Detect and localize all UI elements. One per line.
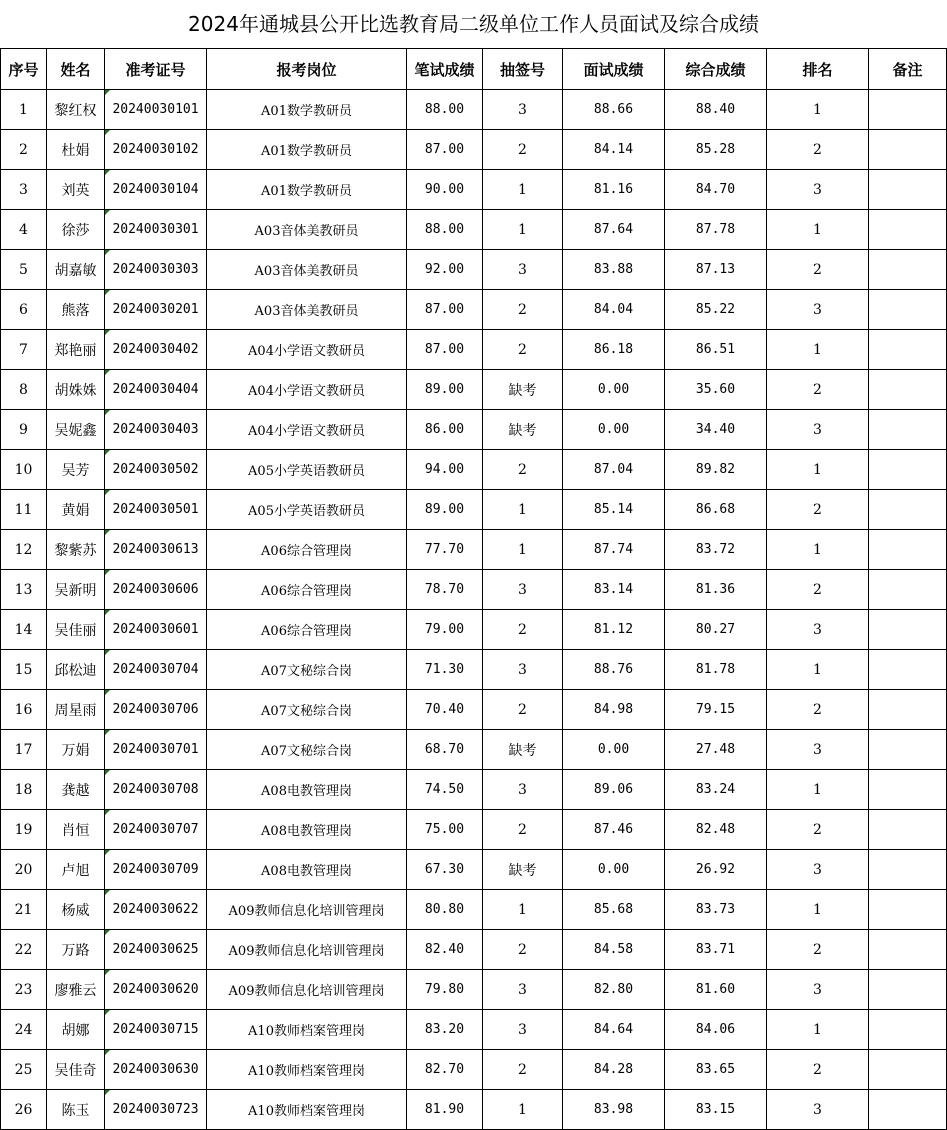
cell-rank: 1 [767, 650, 869, 690]
cell-seq: 4 [1, 210, 47, 250]
header-written-score: 笔试成绩 [407, 49, 483, 90]
cell-draw-number: 3 [483, 90, 563, 130]
cell-remarks [869, 490, 947, 530]
cell-rank: 3 [767, 290, 869, 330]
cell-exam-id: 20240030303 [105, 250, 207, 290]
cell-position: A06综合管理岗 [207, 610, 407, 650]
cell-total-score: 26.92 [665, 850, 767, 890]
cell-interview-score: 0.00 [563, 410, 665, 450]
table-row [1, 170, 947, 210]
table-row [1, 570, 947, 610]
cell-rank: 1 [767, 1010, 869, 1050]
table-row [1, 90, 947, 130]
cell-draw-number: 3 [483, 650, 563, 690]
table-row [1, 650, 947, 690]
cell-rank: 1 [767, 450, 869, 490]
cell-seq: 20 [1, 850, 47, 890]
cell-interview-score: 0.00 [563, 730, 665, 770]
cell-total-score: 83.24 [665, 770, 767, 810]
header-interview-score: 面试成绩 [563, 49, 665, 90]
cell-draw-number: 2 [483, 290, 563, 330]
cell-written-score: 77.70 [407, 530, 483, 570]
cell-rank: 3 [767, 410, 869, 450]
cell-name: 胡嘉敏 [47, 250, 105, 290]
cell-rank: 3 [767, 970, 869, 1010]
cell-position: A10教师档案管理岗 [207, 1090, 407, 1130]
cell-position: A05小学英语教研员 [207, 490, 407, 530]
table-row [1, 850, 947, 890]
cell-name: 刘英 [47, 170, 105, 210]
cell-name: 吴妮鑫 [47, 410, 105, 450]
cell-written-score: 90.00 [407, 170, 483, 210]
cell-exam-id: 20240030601 [105, 610, 207, 650]
cell-name: 龚越 [47, 770, 105, 810]
cell-draw-number: 2 [483, 810, 563, 850]
cell-remarks [869, 810, 947, 850]
cell-seq: 15 [1, 650, 47, 690]
cell-written-score: 89.00 [407, 490, 483, 530]
cell-position: A09教师信息化培训管理岗 [207, 930, 407, 970]
cell-total-score: 85.22 [665, 290, 767, 330]
table-row [1, 610, 947, 650]
cell-rank: 3 [767, 170, 869, 210]
cell-remarks [869, 690, 947, 730]
cell-rank: 2 [767, 1050, 869, 1090]
cell-draw-number: 2 [483, 690, 563, 730]
cell-total-score: 83.71 [665, 930, 767, 970]
cell-interview-score: 89.06 [563, 770, 665, 810]
cell-exam-id: 20240030708 [105, 770, 207, 810]
cell-seq: 12 [1, 530, 47, 570]
cell-position: A06综合管理岗 [207, 570, 407, 610]
cell-remarks [869, 250, 947, 290]
header-exam-id: 准考证号 [105, 49, 207, 90]
cell-seq: 19 [1, 810, 47, 850]
cell-total-score: 84.70 [665, 170, 767, 210]
cell-remarks [869, 170, 947, 210]
cell-exam-id: 20240030706 [105, 690, 207, 730]
cell-remarks [869, 410, 947, 450]
cell-name: 周星雨 [47, 690, 105, 730]
cell-remarks [869, 770, 947, 810]
cell-interview-score: 84.14 [563, 130, 665, 170]
cell-interview-score: 84.04 [563, 290, 665, 330]
cell-written-score: 81.90 [407, 1090, 483, 1130]
cell-exam-id: 20240030704 [105, 650, 207, 690]
cell-remarks [869, 530, 947, 570]
cell-position: A08电教管理岗 [207, 770, 407, 810]
cell-exam-id: 20240030630 [105, 1050, 207, 1090]
cell-position: A01数学教研员 [207, 90, 407, 130]
cell-exam-id: 20240030402 [105, 330, 207, 370]
cell-total-score: 86.68 [665, 490, 767, 530]
cell-name: 肖恒 [47, 810, 105, 850]
cell-total-score: 81.36 [665, 570, 767, 610]
cell-name: 胡娜 [47, 1010, 105, 1050]
cell-remarks [869, 930, 947, 970]
table-row [1, 490, 947, 530]
cell-interview-score: 85.14 [563, 490, 665, 530]
cell-position: A07文秘综合岗 [207, 730, 407, 770]
cell-remarks [869, 1090, 947, 1130]
cell-total-score: 83.65 [665, 1050, 767, 1090]
cell-seq: 10 [1, 450, 47, 490]
cell-draw-number: 2 [483, 1050, 563, 1090]
cell-written-score: 92.00 [407, 250, 483, 290]
cell-draw-number: 1 [483, 170, 563, 210]
cell-remarks [869, 290, 947, 330]
cell-draw-number: 1 [483, 890, 563, 930]
cell-rank: 2 [767, 370, 869, 410]
cell-rank: 3 [767, 610, 869, 650]
cell-exam-id: 20240030622 [105, 890, 207, 930]
cell-interview-score: 82.80 [563, 970, 665, 1010]
cell-written-score: 89.00 [407, 370, 483, 410]
cell-remarks [869, 90, 947, 130]
cell-draw-number: 2 [483, 130, 563, 170]
cell-total-score: 83.72 [665, 530, 767, 570]
cell-exam-id: 20240030102 [105, 130, 207, 170]
cell-exam-id: 20240030403 [105, 410, 207, 450]
cell-written-score: 83.20 [407, 1010, 483, 1050]
cell-written-score: 87.00 [407, 290, 483, 330]
cell-position: A09教师信息化培训管理岗 [207, 970, 407, 1010]
cell-seq: 8 [1, 370, 47, 410]
cell-draw-number: 缺考 [483, 370, 563, 410]
cell-name: 胡姝姝 [47, 370, 105, 410]
header-total-score: 综合成绩 [665, 49, 767, 90]
cell-seq: 26 [1, 1090, 47, 1130]
cell-total-score: 83.73 [665, 890, 767, 930]
cell-interview-score: 87.64 [563, 210, 665, 250]
cell-name: 杜娟 [47, 130, 105, 170]
cell-total-score: 81.60 [665, 970, 767, 1010]
cell-interview-score: 84.64 [563, 1010, 665, 1050]
header-draw-number: 抽签号 [483, 49, 563, 90]
cell-interview-score: 85.68 [563, 890, 665, 930]
cell-seq: 22 [1, 930, 47, 970]
cell-interview-score: 87.46 [563, 810, 665, 850]
cell-remarks [869, 890, 947, 930]
cell-rank: 1 [767, 890, 869, 930]
table-row [1, 810, 947, 850]
cell-interview-score: 0.00 [563, 370, 665, 410]
cell-interview-score: 0.00 [563, 850, 665, 890]
cell-position: A07文秘综合岗 [207, 690, 407, 730]
header-position: 报考岗位 [207, 49, 407, 90]
cell-position: A06综合管理岗 [207, 530, 407, 570]
cell-remarks [869, 1010, 947, 1050]
table-row [1, 330, 947, 370]
cell-position: A10教师档案管理岗 [207, 1050, 407, 1090]
cell-written-score: 88.00 [407, 210, 483, 250]
cell-interview-score: 81.16 [563, 170, 665, 210]
cell-seq: 11 [1, 490, 47, 530]
cell-seq: 23 [1, 970, 47, 1010]
cell-total-score: 89.82 [665, 450, 767, 490]
table-row [1, 130, 947, 170]
cell-position: A04小学语文教研员 [207, 330, 407, 370]
cell-total-score: 80.27 [665, 610, 767, 650]
cell-seq: 1 [1, 90, 47, 130]
table-row [1, 250, 947, 290]
cell-draw-number: 缺考 [483, 410, 563, 450]
cell-interview-score: 81.12 [563, 610, 665, 650]
cell-draw-number: 1 [483, 1090, 563, 1130]
cell-name: 吴佳丽 [47, 610, 105, 650]
cell-remarks [869, 570, 947, 610]
cell-remarks [869, 130, 947, 170]
header-row [1, 49, 947, 90]
cell-total-score: 85.28 [665, 130, 767, 170]
cell-seq: 13 [1, 570, 47, 610]
cell-seq: 24 [1, 1010, 47, 1050]
cell-remarks [869, 850, 947, 890]
cell-name: 黎紫苏 [47, 530, 105, 570]
cell-total-score: 82.48 [665, 810, 767, 850]
cell-seq: 25 [1, 1050, 47, 1090]
cell-seq: 21 [1, 890, 47, 930]
header-rank: 排名 [767, 49, 869, 90]
cell-rank: 1 [767, 90, 869, 130]
cell-written-score: 87.00 [407, 130, 483, 170]
cell-exam-id: 20240030606 [105, 570, 207, 610]
cell-rank: 3 [767, 730, 869, 770]
cell-position: A09教师信息化培训管理岗 [207, 890, 407, 930]
cell-name: 万路 [47, 930, 105, 970]
cell-total-score: 34.40 [665, 410, 767, 450]
cell-rank: 1 [767, 210, 869, 250]
cell-written-score: 88.00 [407, 90, 483, 130]
cell-written-score: 87.00 [407, 330, 483, 370]
cell-position: A03音体美教研员 [207, 250, 407, 290]
cell-exam-id: 20240030502 [105, 450, 207, 490]
cell-written-score: 70.40 [407, 690, 483, 730]
cell-name: 黄娟 [47, 490, 105, 530]
cell-rank: 2 [767, 930, 869, 970]
cell-exam-id: 20240030104 [105, 170, 207, 210]
cell-remarks [869, 370, 947, 410]
cell-written-score: 67.30 [407, 850, 483, 890]
cell-draw-number: 3 [483, 770, 563, 810]
cell-position: A04小学语文教研员 [207, 370, 407, 410]
cell-name: 万娟 [47, 730, 105, 770]
cell-name: 陈玉 [47, 1090, 105, 1130]
cell-seq: 7 [1, 330, 47, 370]
cell-interview-score: 84.28 [563, 1050, 665, 1090]
cell-draw-number: 2 [483, 930, 563, 970]
cell-interview-score: 87.74 [563, 530, 665, 570]
cell-written-score: 79.00 [407, 610, 483, 650]
table-row [1, 770, 947, 810]
cell-exam-id: 20240030715 [105, 1010, 207, 1050]
cell-interview-score: 83.14 [563, 570, 665, 610]
cell-written-score: 68.70 [407, 730, 483, 770]
cell-exam-id: 20240030701 [105, 730, 207, 770]
cell-written-score: 74.50 [407, 770, 483, 810]
table-row [1, 530, 947, 570]
cell-position: A05小学英语教研员 [207, 450, 407, 490]
cell-position: A10教师档案管理岗 [207, 1010, 407, 1050]
cell-draw-number: 3 [483, 970, 563, 1010]
cell-seq: 3 [1, 170, 47, 210]
table-row [1, 1050, 947, 1090]
cell-rank: 2 [767, 570, 869, 610]
cell-written-score: 80.80 [407, 890, 483, 930]
table-row [1, 370, 947, 410]
cell-total-score: 87.13 [665, 250, 767, 290]
cell-exam-id: 20240030613 [105, 530, 207, 570]
cell-rank: 1 [767, 530, 869, 570]
header-remarks: 备注 [869, 49, 947, 90]
cell-rank: 2 [767, 130, 869, 170]
cell-written-score: 82.40 [407, 930, 483, 970]
cell-position: A07文秘综合岗 [207, 650, 407, 690]
cell-remarks [869, 730, 947, 770]
cell-position: A08电教管理岗 [207, 810, 407, 850]
cell-total-score: 81.78 [665, 650, 767, 690]
cell-exam-id: 20240030501 [105, 490, 207, 530]
cell-seq: 17 [1, 730, 47, 770]
cell-rank: 1 [767, 770, 869, 810]
cell-written-score: 94.00 [407, 450, 483, 490]
header-name: 姓名 [47, 49, 105, 90]
cell-rank: 3 [767, 1090, 869, 1130]
cell-interview-score: 84.58 [563, 930, 665, 970]
cell-total-score: 79.15 [665, 690, 767, 730]
cell-name: 廖雅云 [47, 970, 105, 1010]
cell-total-score: 84.06 [665, 1010, 767, 1050]
cell-draw-number: 1 [483, 490, 563, 530]
cell-exam-id: 20240030620 [105, 970, 207, 1010]
cell-remarks [869, 970, 947, 1010]
cell-name: 吴新明 [47, 570, 105, 610]
cell-interview-score: 83.88 [563, 250, 665, 290]
table-row [1, 210, 947, 250]
cell-rank: 2 [767, 810, 869, 850]
cell-exam-id: 20240030723 [105, 1090, 207, 1130]
cell-remarks [869, 1050, 947, 1090]
cell-draw-number: 3 [483, 570, 563, 610]
cell-exam-id: 20240030404 [105, 370, 207, 410]
cell-total-score: 87.78 [665, 210, 767, 250]
cell-remarks [869, 610, 947, 650]
cell-interview-score: 84.98 [563, 690, 665, 730]
cell-written-score: 82.70 [407, 1050, 483, 1090]
cell-position: A08电教管理岗 [207, 850, 407, 890]
cell-interview-score: 83.98 [563, 1090, 665, 1130]
cell-name: 黎红权 [47, 90, 105, 130]
cell-total-score: 88.40 [665, 90, 767, 130]
score-table [0, 48, 947, 1130]
cell-total-score: 86.51 [665, 330, 767, 370]
cell-draw-number: 1 [483, 530, 563, 570]
cell-name: 杨威 [47, 890, 105, 930]
table-row [1, 970, 947, 1010]
table-row [1, 1010, 947, 1050]
cell-rank: 3 [767, 850, 869, 890]
cell-name: 吴芳 [47, 450, 105, 490]
cell-rank: 2 [767, 690, 869, 730]
cell-seq: 6 [1, 290, 47, 330]
table-row [1, 930, 947, 970]
cell-written-score: 79.80 [407, 970, 483, 1010]
cell-remarks [869, 450, 947, 490]
cell-name: 邱松迪 [47, 650, 105, 690]
table-row [1, 290, 947, 330]
cell-total-score: 35.60 [665, 370, 767, 410]
cell-interview-score: 87.04 [563, 450, 665, 490]
cell-seq: 2 [1, 130, 47, 170]
cell-seq: 5 [1, 250, 47, 290]
cell-name: 熊落 [47, 290, 105, 330]
cell-draw-number: 缺考 [483, 850, 563, 890]
page-title: 2024年通城县公开比选教育局二级单位工作人员面试及综合成绩 [188, 12, 759, 36]
cell-exam-id: 20240030707 [105, 810, 207, 850]
cell-total-score: 83.15 [665, 1090, 767, 1130]
cell-exam-id: 20240030101 [105, 90, 207, 130]
cell-rank: 1 [767, 330, 869, 370]
cell-remarks [869, 650, 947, 690]
table-row [1, 690, 947, 730]
cell-exam-id: 20240030709 [105, 850, 207, 890]
cell-written-score: 78.70 [407, 570, 483, 610]
cell-written-score: 86.00 [407, 410, 483, 450]
cell-draw-number: 2 [483, 450, 563, 490]
header-seq: 序号 [1, 49, 47, 90]
cell-seq: 9 [1, 410, 47, 450]
cell-draw-number: 3 [483, 1010, 563, 1050]
table-row [1, 730, 947, 770]
cell-rank: 2 [767, 250, 869, 290]
cell-position: A03音体美教研员 [207, 210, 407, 250]
cell-draw-number: 3 [483, 250, 563, 290]
cell-interview-score: 86.18 [563, 330, 665, 370]
cell-seq: 18 [1, 770, 47, 810]
cell-draw-number: 2 [483, 330, 563, 370]
cell-interview-score: 88.76 [563, 650, 665, 690]
cell-name: 郑艳丽 [47, 330, 105, 370]
cell-seq: 14 [1, 610, 47, 650]
cell-name: 吴佳奇 [47, 1050, 105, 1090]
table-row [1, 1090, 947, 1130]
cell-total-score: 27.48 [665, 730, 767, 770]
cell-name: 徐莎 [47, 210, 105, 250]
cell-exam-id: 20240030301 [105, 210, 207, 250]
cell-position: A04小学语文教研员 [207, 410, 407, 450]
cell-position: A01数学教研员 [207, 170, 407, 210]
cell-position: A03音体美教研员 [207, 290, 407, 330]
cell-remarks [869, 210, 947, 250]
table-row [1, 410, 947, 450]
table-row [1, 890, 947, 930]
cell-written-score: 75.00 [407, 810, 483, 850]
cell-exam-id: 20240030201 [105, 290, 207, 330]
cell-position: A01数学教研员 [207, 130, 407, 170]
cell-draw-number: 缺考 [483, 730, 563, 770]
cell-draw-number: 2 [483, 610, 563, 650]
cell-remarks [869, 330, 947, 370]
cell-seq: 16 [1, 690, 47, 730]
cell-written-score: 71.30 [407, 650, 483, 690]
cell-exam-id: 20240030625 [105, 930, 207, 970]
cell-draw-number: 1 [483, 210, 563, 250]
cell-name: 卢旭 [47, 850, 105, 890]
cell-interview-score: 88.66 [563, 90, 665, 130]
table-row [1, 450, 947, 490]
cell-rank: 2 [767, 490, 869, 530]
